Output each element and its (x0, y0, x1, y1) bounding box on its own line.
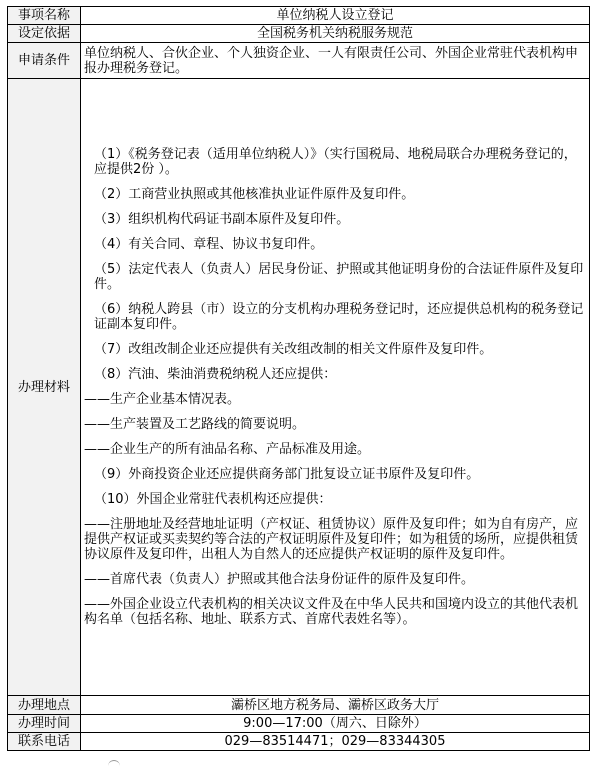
material-subitem: ——生产企业基本情况表。 (84, 392, 241, 407)
material-item: （8）汽油、柴油消费税纳税人还应提供： (94, 367, 337, 382)
material-subitem: ——首席代表（负责人）护照或其他合法身份证件的原件及复印件。 (84, 572, 475, 587)
materials-label: 办理材料 (8, 79, 81, 696)
tax-registration-info-table (7, 6, 590, 751)
material-item: （3）组织机构代码证书副本原件及复印件。 (94, 212, 350, 227)
item-name-label: 事项名称 (8, 7, 81, 25)
row-hours (8, 715, 590, 733)
hours-label: 办理时间 (8, 715, 81, 733)
material-item: （2）工商营业执照或其他核准执业证件原件及复印件。 (94, 187, 415, 202)
basis-label: 设定依据 (8, 25, 81, 43)
material-item: （6）纳税人跨县（市）设立的分支机构办理税务登记时，还应提供总机构的税务登记证副本复印件。 (94, 302, 584, 332)
row-phone (8, 733, 590, 751)
material-item: （7）改组改制企业还应提供有关改组改制的相关文件原件及复印件。 (94, 342, 493, 357)
phone-value: 029—83514471；029—83344305 (81, 733, 590, 751)
location-label: 办理地点 (8, 696, 81, 715)
material-subitem: ——注册地址及经营地址证明（产权证、租赁协议）原件及复印件；如为自有房产，应提供产权证或买卖契约等合法的产权证明原件及复印件；如为租赁的场所，应提供租赁协议原件及复印件，出租人为自然人的还应提供产权证明的原件及复印件。 (84, 517, 579, 562)
row-basis (8, 25, 590, 43)
row-conditions (8, 43, 590, 79)
material-item: （4）有关合同、章程、协议书复印件。 (94, 237, 324, 252)
basis-value: 全国税务机关纳税服务规范 (81, 25, 590, 43)
location-value: 灞桥区地方税务局、灞桥区政务大厅 (81, 696, 590, 715)
material-item: （10）外国企业常驻代表机构还应提供： (94, 492, 332, 507)
hours-value: 9:00—17:00（周六、日除外） (81, 715, 590, 733)
material-subitem: ——生产装置及工艺路线的简要说明。 (84, 417, 306, 432)
material-item: （9）外商投资企业还应提供商务部门批复设立证书原件及复印件。 (94, 467, 480, 482)
row-location (8, 696, 590, 715)
material-item: （5）法定代表人（负责人）居民身份证、护照或其他证明身份的合法证件原件及复印件。 (94, 262, 584, 292)
material-subitem: ——外国企业设立代表机构的相关决议文件及在中华人民共和国境内设立的其他代表机构名单（包括名称、地址、联系方式、首席代表姓名等）。 (84, 597, 579, 627)
conditions-value: 单位纳税人、合伙企业、个人独资企业、一人有限责任公司、外国企业常驻代表机构申报办理税务登记。 (81, 43, 590, 79)
conditions-label: 申请条件 (8, 43, 81, 79)
row-item-name (8, 7, 590, 25)
phone-label: 联系电话 (8, 733, 81, 751)
item-name-value: 单位纳税人设立登记 (81, 7, 590, 25)
materials-list (84, 147, 586, 627)
row-materials (8, 79, 590, 696)
material-subitem: ——企业生产的所有油品名称、产品标准及用途。 (84, 442, 371, 457)
material-item: （1）《税务登记表（适用单位纳税人）》（实行国税局、地税局联合办理税务登记的，应提供2份 ）。 (94, 147, 577, 177)
